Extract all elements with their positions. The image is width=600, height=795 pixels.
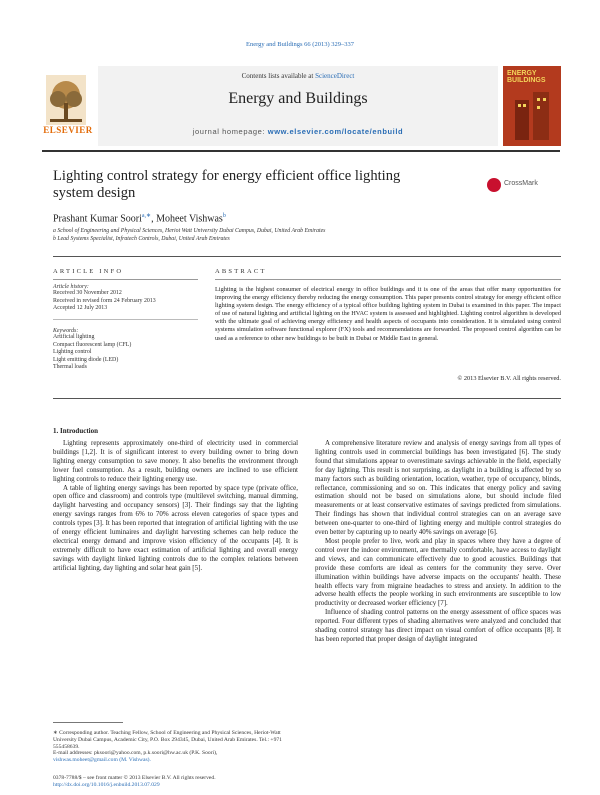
author-affil-link[interactable]: a,∗ <box>141 213 152 219</box>
homepage-link[interactable]: www.elsevier.com/locate/enbuild <box>267 127 404 136</box>
keyword: Compact fluorescent lamp (CFL) <box>53 341 132 348</box>
author-name: Prashant Kumar Soori <box>53 213 142 225</box>
author-affil-link[interactable]: b <box>222 213 226 219</box>
journal-name: Energy and Buildings <box>228 90 368 107</box>
email-link[interactable]: vishwas.moheet@gmail.com (M. Vishwas). <box>53 757 151 764</box>
paragraph: A table of lighting energy savings has been reported by space type (private office, open office and classroom) and controls type (multilevel switching, manual dimming, daylight harvesting and occupancy sensors) [3]. Their findings say that the lighting energy savings ranges from 6% to 70% across eleven categories of space types and controls types [3]. It has been reported that integration of artificial lighting with the use of energy efficient luminaires and daylight harvesting schemes can help reduce the electrical energy demand and improve vision efficiency of the occupants [4]. It is extremely difficult to have exact estimation of artificial lighting and overall energy savings with daylight linked lighting controls due to the complex relations between artificial lighting, day lighting and solar heat gain [5]. <box>53 483 298 572</box>
affiliation: b Lead Systems Specialist, Infratech Controls, Dubai, United Arab Emirates <box>53 236 230 242</box>
keyword: Lighting control <box>53 349 92 356</box>
info-rule <box>53 279 198 280</box>
sciencedirect-link[interactable]: ScienceDirect <box>315 72 355 80</box>
homepage-line: journal homepage: www.elsevier.com/locate/enbuild <box>192 127 404 136</box>
paragraph: A comprehensive literature review and analysis of energy savings from all types of lighting controls used in commercial buildings has been investigated [6]. The study found that simulations appear to overestimate savings achievable in the field, especially for day lighting. This result is not surprising, as daylight in a building is affected by so many factors such as building orientation, location, weather, type of occupancy, blinds, reflectance, commissioning and so on. This indicates that energy policy and saving estimation should not be based on simulations alone, but should include filed measurements or at least conservative estimates of savings predicted from simulations. Their findings has shown that individual control strategies can on an average save between one-quarter to one-third of lighting energy and multiple control strategies do even better by capturing up to nearly 40% savings on average [6]. <box>315 439 561 537</box>
footnote-rule <box>53 722 123 723</box>
cover-building-icon <box>507 90 557 142</box>
journal-cover-thumbnail <box>503 66 561 146</box>
crossmark-icon <box>487 178 501 192</box>
corresponding-author-footnote: ∗ Corresponding author. Teaching Fellow, School of Engineering and Physical Sciences, Heriot-Watt University Dubai Campus, Academic City, P.O. Box 294345, Dubai, United Arab Emirates. Tel.: +971 555458639. E-mail addresses: pksoori@yahoo.com, p.k.soori@hw.ac.uk (P.K. Soori), vishwas.moheet@gmail.com (M. Vishwas). <box>53 730 303 764</box>
body-right-column <box>315 439 561 644</box>
abstract-rule <box>215 279 561 280</box>
masthead-rule <box>42 150 560 152</box>
masthead-center <box>98 66 498 146</box>
cover-title: ENERGY BUILDINGS <box>507 70 546 84</box>
paragraph: Lighting represents approximately one-third of electricity used in commercial buildings [1,2]. It is of significant interest to every building owner to bring down lighting energy consumption to save money. It also benefits the environment through lower fuel consumption. As a result, building owners are inclined to use efficient lighting controls to reduce their lighting energy use. <box>53 439 298 483</box>
elsevier-wordmark: ELSEVIER <box>43 125 93 135</box>
author-list: Prashant Kumar Soori$^{a,∗}$, Moheet Vishwas$^b$ <box>53 213 226 225</box>
doi-link[interactable]: http://dx.doi.org/10.1016/j.enbuild.2013.07.029 <box>53 781 160 788</box>
affiliation: a School of Engineering and Physical Sciences, Heriot Watt University Dubai Campus, Dubai, United Arab Emirates <box>53 228 326 234</box>
abstract-body: Lighting is the highest consumer of electrical energy in office buildings and it is one of the areas that offer many opportunities for improving the energy efficiency thereby reducing the energy consumption. This paper presents control strategy for energy efficient office lighting system design. The energy efficiency of a typical office building lighting system in Dubai is examined in this paper. The impact of use of natural lighting and artificial lighting on the HVAC system is assessed and highlighted. Lighting control algorithm is developed with the ultimate goal of achieving energy efficiency and health aspects of occupants into consideration. It is simulated using control systems simulation software functional explorer (FX) tools and recommendations are forwarded. The proposed control algorithm can be used as a reference to other new buildings to be built in Dubai or Middle East in general. <box>215 286 561 342</box>
keyword: Artificial lighting <box>53 334 95 340</box>
section-rule <box>53 256 561 257</box>
masthead <box>42 66 560 148</box>
section-rule <box>53 398 561 399</box>
crossmark-badge[interactable] <box>487 178 557 192</box>
keyword: Light emitting diode (LED) <box>53 356 119 363</box>
article-title: Lighting control strategy for energy efficient office lighting system design <box>53 168 401 201</box>
abstract-heading: ABSTRACT <box>215 268 267 275</box>
journal-reference[interactable]: Energy and Buildings 66 (2013) 329–337 <box>245 41 355 48</box>
issn-doi: 0378-7788/$ – see front matter © 2013 Elsevier B.V. All rights reserved. http://dx.doi.org/10.1016/j.enbuild.2013.07.029 <box>53 775 353 789</box>
article-info-heading: ARTICLE INFO <box>53 268 124 275</box>
article-history: Article history: Received 30 November 2012 Received in revised form 24 February 2013 Accepted 12 July 2013 <box>53 284 156 312</box>
keywords: Keywords: Artificial lighting Compact fluorescent lamp (CFL) Lighting control Light emitting diode (LED) Thermal loads <box>53 328 203 372</box>
info-divider <box>53 319 198 320</box>
crossmark-label: CrossMark <box>504 180 538 187</box>
author-name: Moheet Vishwas <box>156 213 223 225</box>
section-heading-introduction: 1. Introduction <box>53 427 98 435</box>
abstract-copyright: © 2013 Elsevier B.V. All rights reserved. <box>457 375 561 382</box>
paragraph: Influence of shading control patterns on the energy assessment of office spaces was reported. Four different types of shading alternatives were analyzed and concluded that shading control strategy has direct impact on visual comfort of office occupants [8]. It has been reported that proper design of daylight integrated <box>315 608 561 643</box>
body-left-column <box>53 439 298 573</box>
contents-line: Contents lists available at ScienceDirect <box>241 72 355 80</box>
paragraph: Most people prefer to live, work and play in spaces where they have a degree of control over the indoor environment, are thermally comfortable, have access to daylight and views, and can communicate effectively due to good acoustics. Buildings that provide these comforts are ideal as centers for the community they serve. Over illumination within buildings have adverse impacts on the occupants' health. These health effects vary from migraine headaches to stress and anxiety. In addition to the adverse health effects the people working in such environments are susceptible to low productivity or decreased worker efficiency [7]. <box>315 536 561 608</box>
keyword: Thermal loads <box>53 364 87 371</box>
